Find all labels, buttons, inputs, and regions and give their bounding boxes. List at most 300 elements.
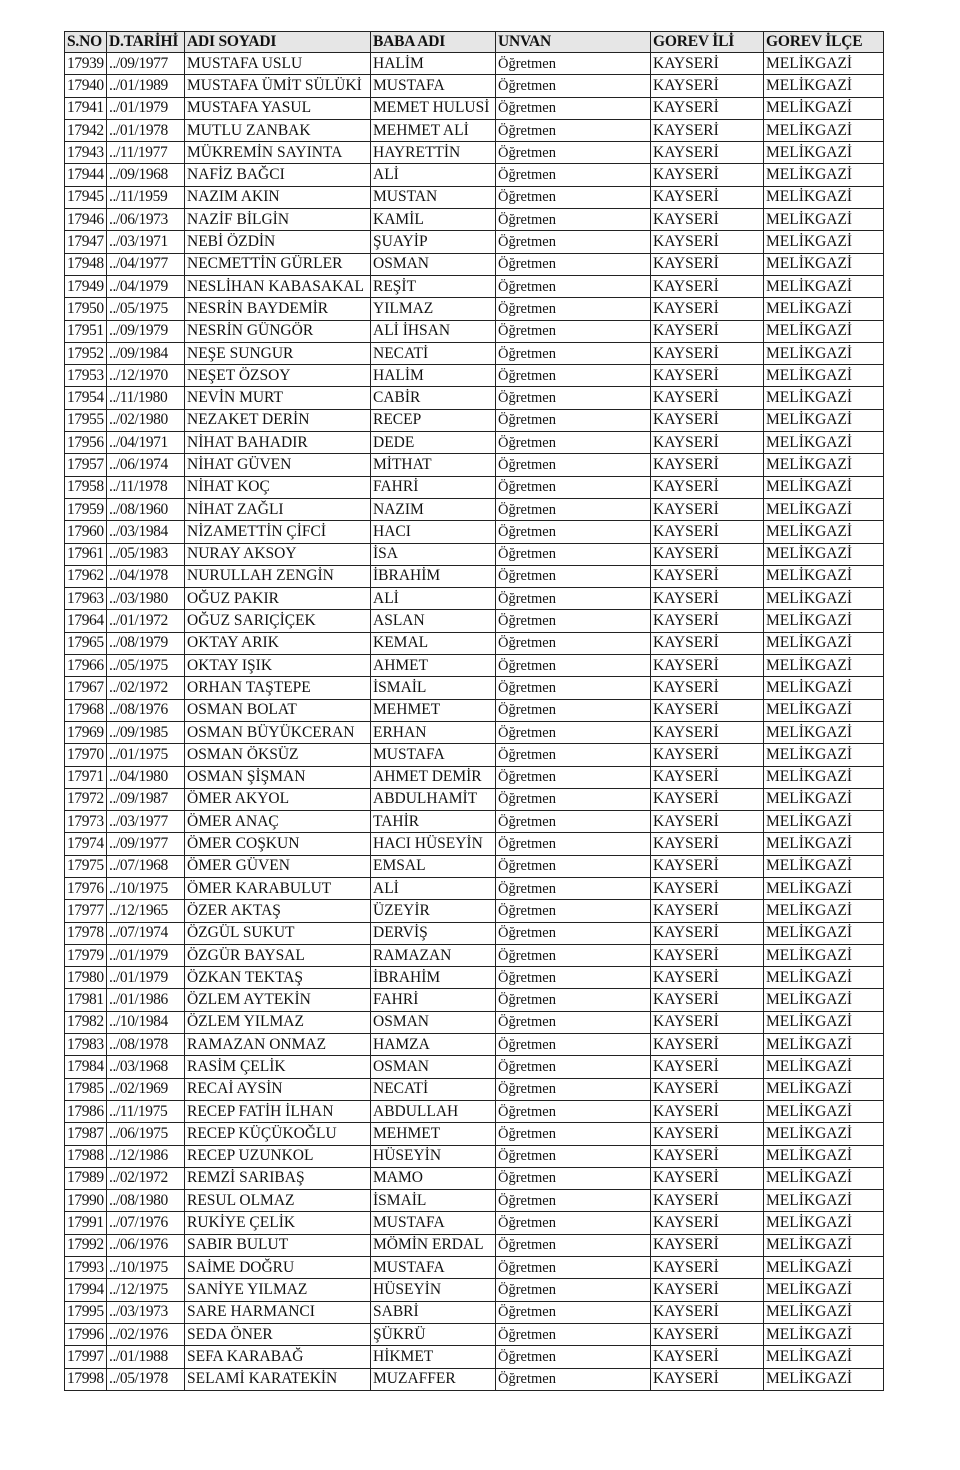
table-row	[65, 811, 884, 833]
table-row	[65, 365, 884, 387]
cell-sno: 17951	[65, 320, 107, 342]
cell-full-name: RUKİYE ÇELİK	[185, 1212, 371, 1234]
cell-province: KAYSERİ	[651, 543, 764, 565]
cell-title: Öğretmen	[496, 53, 651, 75]
cell-province: KAYSERİ	[651, 811, 764, 833]
table-row	[65, 142, 884, 164]
cell-district: MELİKGAZİ	[764, 721, 884, 743]
table-row	[65, 632, 884, 654]
cell-title: Öğretmen	[496, 209, 651, 231]
cell-province: KAYSERİ	[651, 387, 764, 409]
cell-title: Öğretmen	[496, 1301, 651, 1323]
cell-province: KAYSERİ	[651, 1034, 764, 1056]
cell-birth-date: ../03/1980	[107, 588, 185, 610]
cell-birth-date: ../12/1986	[107, 1145, 185, 1167]
cell-district: MELİKGAZİ	[764, 1034, 884, 1056]
table-row	[65, 476, 884, 498]
cell-father-name: YILMAZ	[371, 298, 496, 320]
header-sno: S.NO	[65, 32, 107, 53]
cell-title: Öğretmen	[496, 744, 651, 766]
cell-district: MELİKGAZİ	[764, 967, 884, 989]
cell-birth-date: ../01/1979	[107, 967, 185, 989]
cell-province: KAYSERİ	[651, 610, 764, 632]
cell-province: KAYSERİ	[651, 476, 764, 498]
cell-birth-date: ../01/1979	[107, 944, 185, 966]
cell-father-name: MUZAFFER	[371, 1368, 496, 1390]
table-row	[65, 1078, 884, 1100]
cell-birth-date: ../04/1977	[107, 253, 185, 275]
header-district: GOREV İLÇE	[764, 32, 884, 53]
cell-full-name: ÖZKAN TEKTAŞ	[185, 967, 371, 989]
cell-birth-date: ../06/1974	[107, 454, 185, 476]
table-row	[65, 97, 884, 119]
cell-birth-date: ../08/1960	[107, 498, 185, 520]
cell-sno: 17964	[65, 610, 107, 632]
cell-district: MELİKGAZİ	[764, 610, 884, 632]
table-row	[65, 855, 884, 877]
cell-full-name: NURAY AKSOY	[185, 543, 371, 565]
cell-father-name: İSA	[371, 543, 496, 565]
cell-title: Öğretmen	[496, 275, 651, 297]
cell-birth-date: ../01/1979	[107, 97, 185, 119]
cell-district: MELİKGAZİ	[764, 1346, 884, 1368]
cell-sno: 17996	[65, 1323, 107, 1345]
cell-father-name: DEDE	[371, 432, 496, 454]
cell-full-name: OKTAY ARIK	[185, 632, 371, 654]
cell-birth-date: ../04/1979	[107, 275, 185, 297]
cell-full-name: NEBİ ÖZDİN	[185, 231, 371, 253]
cell-full-name: RAMAZAN ONMAZ	[185, 1034, 371, 1056]
cell-district: MELİKGAZİ	[764, 275, 884, 297]
cell-district: MELİKGAZİ	[764, 565, 884, 587]
cell-full-name: ÖMER COŞKUN	[185, 833, 371, 855]
cell-sno: 17985	[65, 1078, 107, 1100]
cell-father-name: ALİ	[371, 588, 496, 610]
cell-district: MELİKGAZİ	[764, 744, 884, 766]
cell-birth-date: ../09/1977	[107, 53, 185, 75]
cell-full-name: REMZİ SARIBAŞ	[185, 1167, 371, 1189]
cell-full-name: ÖMER KARABULUT	[185, 877, 371, 899]
header-father-name: BABA ADI	[371, 32, 496, 53]
table-row	[65, 320, 884, 342]
cell-birth-date: ../07/1974	[107, 922, 185, 944]
cell-title: Öğretmen	[496, 164, 651, 186]
cell-title: Öğretmen	[496, 811, 651, 833]
cell-district: MELİKGAZİ	[764, 900, 884, 922]
cell-district: MELİKGAZİ	[764, 75, 884, 97]
cell-sno: 17959	[65, 498, 107, 520]
cell-sno: 17968	[65, 699, 107, 721]
cell-birth-date: ../11/1975	[107, 1100, 185, 1122]
cell-province: KAYSERİ	[651, 1323, 764, 1345]
cell-full-name: RECAİ AYSİN	[185, 1078, 371, 1100]
cell-birth-date: ../10/1984	[107, 1011, 185, 1033]
cell-birth-date: ../03/1977	[107, 811, 185, 833]
cell-province: KAYSERİ	[651, 142, 764, 164]
cell-birth-date: ../09/1977	[107, 833, 185, 855]
cell-district: MELİKGAZİ	[764, 164, 884, 186]
cell-full-name: NESLİHAN KABASAKAL	[185, 275, 371, 297]
cell-province: KAYSERİ	[651, 342, 764, 364]
header-province: GOREV İLİ	[651, 32, 764, 53]
table-row	[65, 699, 884, 721]
cell-birth-date: ../05/1975	[107, 298, 185, 320]
header-full-name: ADI SOYADI	[185, 32, 371, 53]
cell-province: KAYSERİ	[651, 565, 764, 587]
cell-sno: 17997	[65, 1346, 107, 1368]
cell-full-name: NEŞE SUNGUR	[185, 342, 371, 364]
table-row	[65, 1034, 884, 1056]
cell-sno: 17970	[65, 744, 107, 766]
cell-birth-date: ../08/1979	[107, 632, 185, 654]
cell-full-name: NİHAT KOÇ	[185, 476, 371, 498]
cell-title: Öğretmen	[496, 1368, 651, 1390]
table-row	[65, 610, 884, 632]
cell-province: KAYSERİ	[651, 454, 764, 476]
cell-sno: 17962	[65, 565, 107, 587]
cell-title: Öğretmen	[496, 1323, 651, 1345]
cell-title: Öğretmen	[496, 142, 651, 164]
cell-province: KAYSERİ	[651, 1011, 764, 1033]
cell-sno: 17955	[65, 409, 107, 431]
cell-sno: 17973	[65, 811, 107, 833]
cell-father-name: ERHAN	[371, 721, 496, 743]
table-row	[65, 432, 884, 454]
cell-title: Öğretmen	[496, 788, 651, 810]
cell-full-name: NESRİN GÜNGÖR	[185, 320, 371, 342]
cell-full-name: ORHAN TAŞTEPE	[185, 677, 371, 699]
cell-full-name: SABIR BULUT	[185, 1234, 371, 1256]
cell-province: KAYSERİ	[651, 1346, 764, 1368]
table-row	[65, 877, 884, 899]
cell-full-name: OSMAN BOLAT	[185, 699, 371, 721]
cell-province: KAYSERİ	[651, 231, 764, 253]
cell-province: KAYSERİ	[651, 409, 764, 431]
cell-district: MELİKGAZİ	[764, 877, 884, 899]
cell-title: Öğretmen	[496, 543, 651, 565]
cell-birth-date: ../09/1979	[107, 320, 185, 342]
table-row	[65, 1100, 884, 1122]
cell-province: KAYSERİ	[651, 632, 764, 654]
cell-birth-date: ../02/1969	[107, 1078, 185, 1100]
cell-sno: 17993	[65, 1257, 107, 1279]
table-row	[65, 119, 884, 141]
cell-birth-date: ../04/1980	[107, 766, 185, 788]
cell-father-name: SABRİ	[371, 1301, 496, 1323]
cell-province: KAYSERİ	[651, 97, 764, 119]
cell-district: MELİKGAZİ	[764, 1212, 884, 1234]
cell-sno: 17979	[65, 944, 107, 966]
cell-province: KAYSERİ	[651, 833, 764, 855]
cell-province: KAYSERİ	[651, 298, 764, 320]
cell-full-name: OĞUZ SARIÇİÇEK	[185, 610, 371, 632]
cell-birth-date: ../11/1959	[107, 186, 185, 208]
table-row	[65, 989, 884, 1011]
cell-title: Öğretmen	[496, 944, 651, 966]
cell-birth-date: ../03/1968	[107, 1056, 185, 1078]
cell-full-name: RESUL OLMAZ	[185, 1190, 371, 1212]
cell-sno: 17946	[65, 209, 107, 231]
cell-father-name: OSMAN	[371, 1011, 496, 1033]
cell-full-name: MUTLU ZANBAK	[185, 119, 371, 141]
table-row	[65, 944, 884, 966]
table-row	[65, 342, 884, 364]
cell-sno: 17954	[65, 387, 107, 409]
cell-province: KAYSERİ	[651, 253, 764, 275]
cell-father-name: HAMZA	[371, 1034, 496, 1056]
cell-birth-date: ../05/1983	[107, 543, 185, 565]
cell-province: KAYSERİ	[651, 186, 764, 208]
cell-father-name: FAHRİ	[371, 476, 496, 498]
cell-full-name: NİZAMETTİN ÇİFCİ	[185, 521, 371, 543]
cell-birth-date: ../06/1976	[107, 1234, 185, 1256]
cell-district: MELİKGAZİ	[764, 1301, 884, 1323]
cell-province: KAYSERİ	[651, 989, 764, 1011]
cell-full-name: OKTAY IŞIK	[185, 655, 371, 677]
cell-birth-date: ../12/1975	[107, 1279, 185, 1301]
cell-father-name: RECEP	[371, 409, 496, 431]
table-row	[65, 565, 884, 587]
cell-sno: 17944	[65, 164, 107, 186]
header-row	[65, 32, 884, 53]
cell-sno: 17972	[65, 788, 107, 810]
cell-sno: 17980	[65, 967, 107, 989]
cell-province: KAYSERİ	[651, 721, 764, 743]
cell-district: MELİKGAZİ	[764, 454, 884, 476]
cell-full-name: OSMAN ŞİŞMAN	[185, 766, 371, 788]
cell-father-name: EMSAL	[371, 855, 496, 877]
cell-birth-date: ../03/1973	[107, 1301, 185, 1323]
table-row	[65, 454, 884, 476]
table-row	[65, 298, 884, 320]
cell-full-name: ÖZER AKTAŞ	[185, 900, 371, 922]
cell-birth-date: ../03/1984	[107, 521, 185, 543]
table-row	[65, 1234, 884, 1256]
cell-father-name: MEHMET	[371, 699, 496, 721]
cell-full-name: SAİME DOĞRU	[185, 1257, 371, 1279]
cell-father-name: İBRAHİM	[371, 967, 496, 989]
cell-title: Öğretmen	[496, 1034, 651, 1056]
cell-father-name: NECATİ	[371, 1078, 496, 1100]
cell-title: Öğretmen	[496, 498, 651, 520]
table-row	[65, 1323, 884, 1345]
cell-father-name: NAZIM	[371, 498, 496, 520]
cell-father-name: KAMİL	[371, 209, 496, 231]
cell-province: KAYSERİ	[651, 1257, 764, 1279]
cell-province: KAYSERİ	[651, 922, 764, 944]
cell-province: KAYSERİ	[651, 677, 764, 699]
cell-district: MELİKGAZİ	[764, 1234, 884, 1256]
cell-province: KAYSERİ	[651, 521, 764, 543]
cell-title: Öğretmen	[496, 699, 651, 721]
cell-full-name: SEFA KARABAĞ	[185, 1346, 371, 1368]
cell-father-name: KEMAL	[371, 632, 496, 654]
cell-title: Öğretmen	[496, 1190, 651, 1212]
cell-province: KAYSERİ	[651, 1145, 764, 1167]
cell-district: MELİKGAZİ	[764, 588, 884, 610]
cell-title: Öğretmen	[496, 766, 651, 788]
cell-title: Öğretmen	[496, 231, 651, 253]
cell-province: KAYSERİ	[651, 164, 764, 186]
cell-birth-date: ../09/1987	[107, 788, 185, 810]
cell-birth-date: ../01/1975	[107, 744, 185, 766]
cell-father-name: OSMAN	[371, 1056, 496, 1078]
cell-province: KAYSERİ	[651, 855, 764, 877]
cell-province: KAYSERİ	[651, 1368, 764, 1390]
cell-title: Öğretmen	[496, 97, 651, 119]
cell-father-name: ALİ	[371, 164, 496, 186]
cell-full-name: MÜKREMİN SAYINTA	[185, 142, 371, 164]
cell-full-name: NİHAT GÜVEN	[185, 454, 371, 476]
cell-full-name: NİHAT BAHADIR	[185, 432, 371, 454]
cell-district: MELİKGAZİ	[764, 1011, 884, 1033]
cell-father-name: MAMO	[371, 1167, 496, 1189]
cell-district: MELİKGAZİ	[764, 788, 884, 810]
cell-father-name: ASLAN	[371, 610, 496, 632]
cell-father-name: OSMAN	[371, 253, 496, 275]
cell-district: MELİKGAZİ	[764, 320, 884, 342]
cell-title: Öğretmen	[496, 409, 651, 431]
cell-father-name: MİTHAT	[371, 454, 496, 476]
cell-birth-date: ../03/1971	[107, 231, 185, 253]
cell-title: Öğretmen	[496, 320, 651, 342]
cell-district: MELİKGAZİ	[764, 833, 884, 855]
cell-sno: 17943	[65, 142, 107, 164]
cell-full-name: SARE HARMANCI	[185, 1301, 371, 1323]
table-row	[65, 744, 884, 766]
cell-province: KAYSERİ	[651, 944, 764, 966]
table-row	[65, 253, 884, 275]
cell-birth-date: ../10/1975	[107, 1257, 185, 1279]
cell-title: Öğretmen	[496, 610, 651, 632]
cell-sno: 17994	[65, 1279, 107, 1301]
cell-province: KAYSERİ	[651, 432, 764, 454]
table-row	[65, 677, 884, 699]
cell-title: Öğretmen	[496, 1167, 651, 1189]
cell-title: Öğretmen	[496, 565, 651, 587]
cell-full-name: MUSTAFA USLU	[185, 53, 371, 75]
cell-district: MELİKGAZİ	[764, 142, 884, 164]
cell-province: KAYSERİ	[651, 1301, 764, 1323]
cell-province: KAYSERİ	[651, 655, 764, 677]
cell-full-name: NEZAKET DERİN	[185, 409, 371, 431]
cell-title: Öğretmen	[496, 1078, 651, 1100]
cell-full-name: ÖMER GÜVEN	[185, 855, 371, 877]
cell-father-name: TAHİR	[371, 811, 496, 833]
cell-title: Öğretmen	[496, 1011, 651, 1033]
cell-district: MELİKGAZİ	[764, 119, 884, 141]
cell-full-name: ÖMER AKYOL	[185, 788, 371, 810]
cell-father-name: RAMAZAN	[371, 944, 496, 966]
cell-district: MELİKGAZİ	[764, 1078, 884, 1100]
cell-father-name: MÖMİN ERDAL	[371, 1234, 496, 1256]
cell-district: MELİKGAZİ	[764, 298, 884, 320]
cell-birth-date: ../11/1978	[107, 476, 185, 498]
cell-sno: 17998	[65, 1368, 107, 1390]
cell-title: Öğretmen	[496, 365, 651, 387]
cell-district: MELİKGAZİ	[764, 253, 884, 275]
cell-birth-date: ../06/1973	[107, 209, 185, 231]
cell-province: KAYSERİ	[651, 877, 764, 899]
cell-district: MELİKGAZİ	[764, 432, 884, 454]
cell-province: KAYSERİ	[651, 119, 764, 141]
cell-province: KAYSERİ	[651, 1056, 764, 1078]
cell-district: MELİKGAZİ	[764, 209, 884, 231]
cell-birth-date: ../04/1978	[107, 565, 185, 587]
cell-father-name: HACI	[371, 521, 496, 543]
table-row	[65, 1167, 884, 1189]
cell-title: Öğretmen	[496, 342, 651, 364]
cell-father-name: MUSTAFA	[371, 1257, 496, 1279]
cell-sno: 17975	[65, 855, 107, 877]
cell-father-name: ALİ	[371, 877, 496, 899]
cell-province: KAYSERİ	[651, 699, 764, 721]
cell-father-name: HAYRETTİN	[371, 142, 496, 164]
cell-full-name: MUSTAFA ÜMİT SÜLÜKİ	[185, 75, 371, 97]
cell-birth-date: ../05/1978	[107, 1368, 185, 1390]
cell-district: MELİKGAZİ	[764, 922, 884, 944]
cell-province: KAYSERİ	[651, 967, 764, 989]
cell-birth-date: ../12/1970	[107, 365, 185, 387]
cell-sno: 17988	[65, 1145, 107, 1167]
cell-district: MELİKGAZİ	[764, 498, 884, 520]
cell-district: MELİKGAZİ	[764, 766, 884, 788]
cell-full-name: NEŞET ÖZSOY	[185, 365, 371, 387]
cell-birth-date: ../12/1965	[107, 900, 185, 922]
cell-full-name: NAZIM AKIN	[185, 186, 371, 208]
cell-sno: 17967	[65, 677, 107, 699]
cell-province: KAYSERİ	[651, 1212, 764, 1234]
table-row	[65, 1257, 884, 1279]
cell-sno: 17941	[65, 97, 107, 119]
cell-title: Öğretmen	[496, 298, 651, 320]
cell-district: MELİKGAZİ	[764, 365, 884, 387]
cell-birth-date: ../01/1989	[107, 75, 185, 97]
cell-sno: 17953	[65, 365, 107, 387]
cell-full-name: SEDA ÖNER	[185, 1323, 371, 1345]
cell-province: KAYSERİ	[651, 75, 764, 97]
cell-district: MELİKGAZİ	[764, 855, 884, 877]
cell-father-name: FAHRİ	[371, 989, 496, 1011]
cell-birth-date: ../02/1972	[107, 677, 185, 699]
cell-district: MELİKGAZİ	[764, 1167, 884, 1189]
table-row	[65, 53, 884, 75]
cell-sno: 17942	[65, 119, 107, 141]
cell-father-name: MEHMET ALİ	[371, 119, 496, 141]
cell-district: MELİKGAZİ	[764, 53, 884, 75]
cell-father-name: MEMET HULUSİ	[371, 97, 496, 119]
cell-father-name: AHMET DEMİR	[371, 766, 496, 788]
cell-birth-date: ../09/1984	[107, 342, 185, 364]
table-row	[65, 766, 884, 788]
cell-sno: 17978	[65, 922, 107, 944]
cell-full-name: NESRİN BAYDEMİR	[185, 298, 371, 320]
cell-father-name: REŞİT	[371, 275, 496, 297]
cell-province: KAYSERİ	[651, 900, 764, 922]
cell-sno: 17956	[65, 432, 107, 454]
cell-province: KAYSERİ	[651, 498, 764, 520]
cell-full-name: ÖZGÜL SUKUT	[185, 922, 371, 944]
cell-district: MELİKGAZİ	[764, 699, 884, 721]
cell-province: KAYSERİ	[651, 1167, 764, 1189]
cell-province: KAYSERİ	[651, 1234, 764, 1256]
cell-sno: 17963	[65, 588, 107, 610]
cell-title: Öğretmen	[496, 119, 651, 141]
cell-father-name: HALİM	[371, 53, 496, 75]
cell-district: MELİKGAZİ	[764, 655, 884, 677]
cell-province: KAYSERİ	[651, 788, 764, 810]
cell-province: KAYSERİ	[651, 1100, 764, 1122]
